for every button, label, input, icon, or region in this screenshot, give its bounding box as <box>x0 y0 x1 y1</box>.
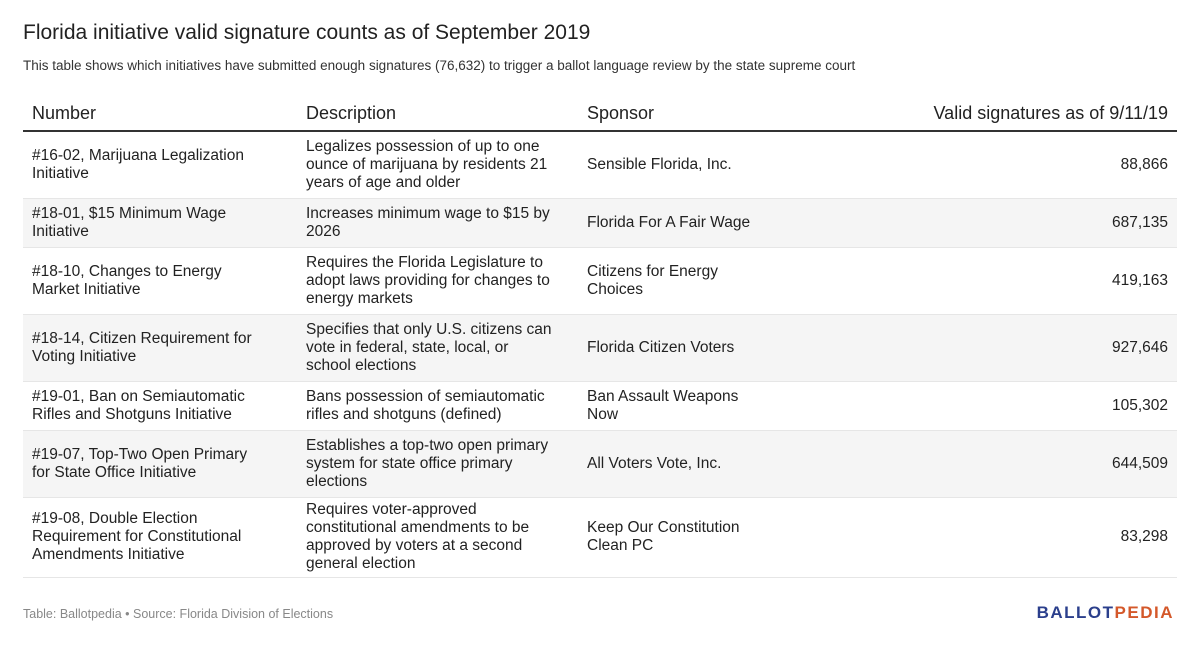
cell-description: Legalizes possession of up to one ounce of marijuana by residents 21 years of age and older <box>297 131 578 198</box>
signature-table <box>23 96 1177 578</box>
logo-part-ballot: BALLOT <box>1036 603 1115 622</box>
table-body <box>23 131 1177 577</box>
cell-signatures: 83,298 <box>793 497 1177 577</box>
table-row <box>23 314 1177 381</box>
cell-number: #18-01, $15 Minimum Wage Initiative <box>23 198 297 247</box>
source-note: Table: Ballotpedia • Source: Florida Division of Elections <box>23 607 334 621</box>
cell-signatures: 88,866 <box>793 131 1177 198</box>
cell-description: Requires the Florida Legislature to adopt laws providing for changes to energy markets <box>297 247 578 314</box>
table-header-row <box>23 96 1177 131</box>
table-row <box>23 497 1177 577</box>
chart-subtitle: This table shows which initiatives have submitted enough signatures (76,632) to trigger a ballot language review by the state supreme court <box>23 58 856 73</box>
table-row <box>23 247 1177 314</box>
cell-number: #16-02, Marijuana Legalization Initiative <box>23 131 297 198</box>
cell-signatures: 927,646 <box>793 314 1177 381</box>
cell-number: #18-14, Citizen Requirement for Voting Initiative <box>23 314 297 381</box>
cell-signatures: 644,509 <box>793 430 1177 497</box>
cell-sponsor: Sensible Florida, Inc. <box>578 131 793 198</box>
table-row <box>23 430 1177 497</box>
cell-signatures: 105,302 <box>793 381 1177 430</box>
cell-sponsor: Keep Our Constitution Clean PC <box>578 497 793 577</box>
chart-title: Florida initiative valid signature counts as of September 2019 <box>23 21 591 44</box>
cell-number: #19-01, Ban on Semiautomatic Rifles and Shotguns Initiative <box>23 381 297 430</box>
cell-description: Specifies that only U.S. citizens can vote in federal, state, local, or school elections <box>297 314 578 381</box>
header-description: Description <box>297 96 578 131</box>
cell-sponsor: Florida Citizen Voters <box>578 314 793 381</box>
cell-description: Requires voter-approved constitutional amendments to be approved by voters at a second general election <box>297 497 578 577</box>
cell-description: Increases minimum wage to $15 by 2026 <box>297 198 578 247</box>
ballotpedia-logo <box>1037 603 1174 623</box>
table-row <box>23 198 1177 247</box>
cell-number: #19-08, Double Election Requirement for Constitutional Amendments Initiative <box>23 497 297 577</box>
header-signatures: Valid signatures as of 9/11/19 <box>793 96 1177 131</box>
logo-part-pedia: PEDIA <box>1114 603 1174 622</box>
cell-description: Establishes a top-two open primary system for state office primary elections <box>297 430 578 497</box>
header-sponsor: Sponsor <box>578 96 793 131</box>
cell-sponsor: All Voters Vote, Inc. <box>578 430 793 497</box>
cell-sponsor: Citizens for Energy Choices <box>578 247 793 314</box>
cell-signatures: 419,163 <box>793 247 1177 314</box>
table-row <box>23 381 1177 430</box>
cell-signatures: 687,135 <box>793 198 1177 247</box>
table-row <box>23 131 1177 198</box>
cell-sponsor: Ban Assault Weapons Now <box>578 381 793 430</box>
cell-sponsor: Florida For A Fair Wage <box>578 198 793 247</box>
cell-number: #19-07, Top-Two Open Primary for State Office Initiative <box>23 430 297 497</box>
header-number: Number <box>23 96 297 131</box>
cell-description: Bans possession of semiautomatic rifles and shotguns (defined) <box>297 381 578 430</box>
cell-number: #18-10, Changes to Energy Market Initiative <box>23 247 297 314</box>
